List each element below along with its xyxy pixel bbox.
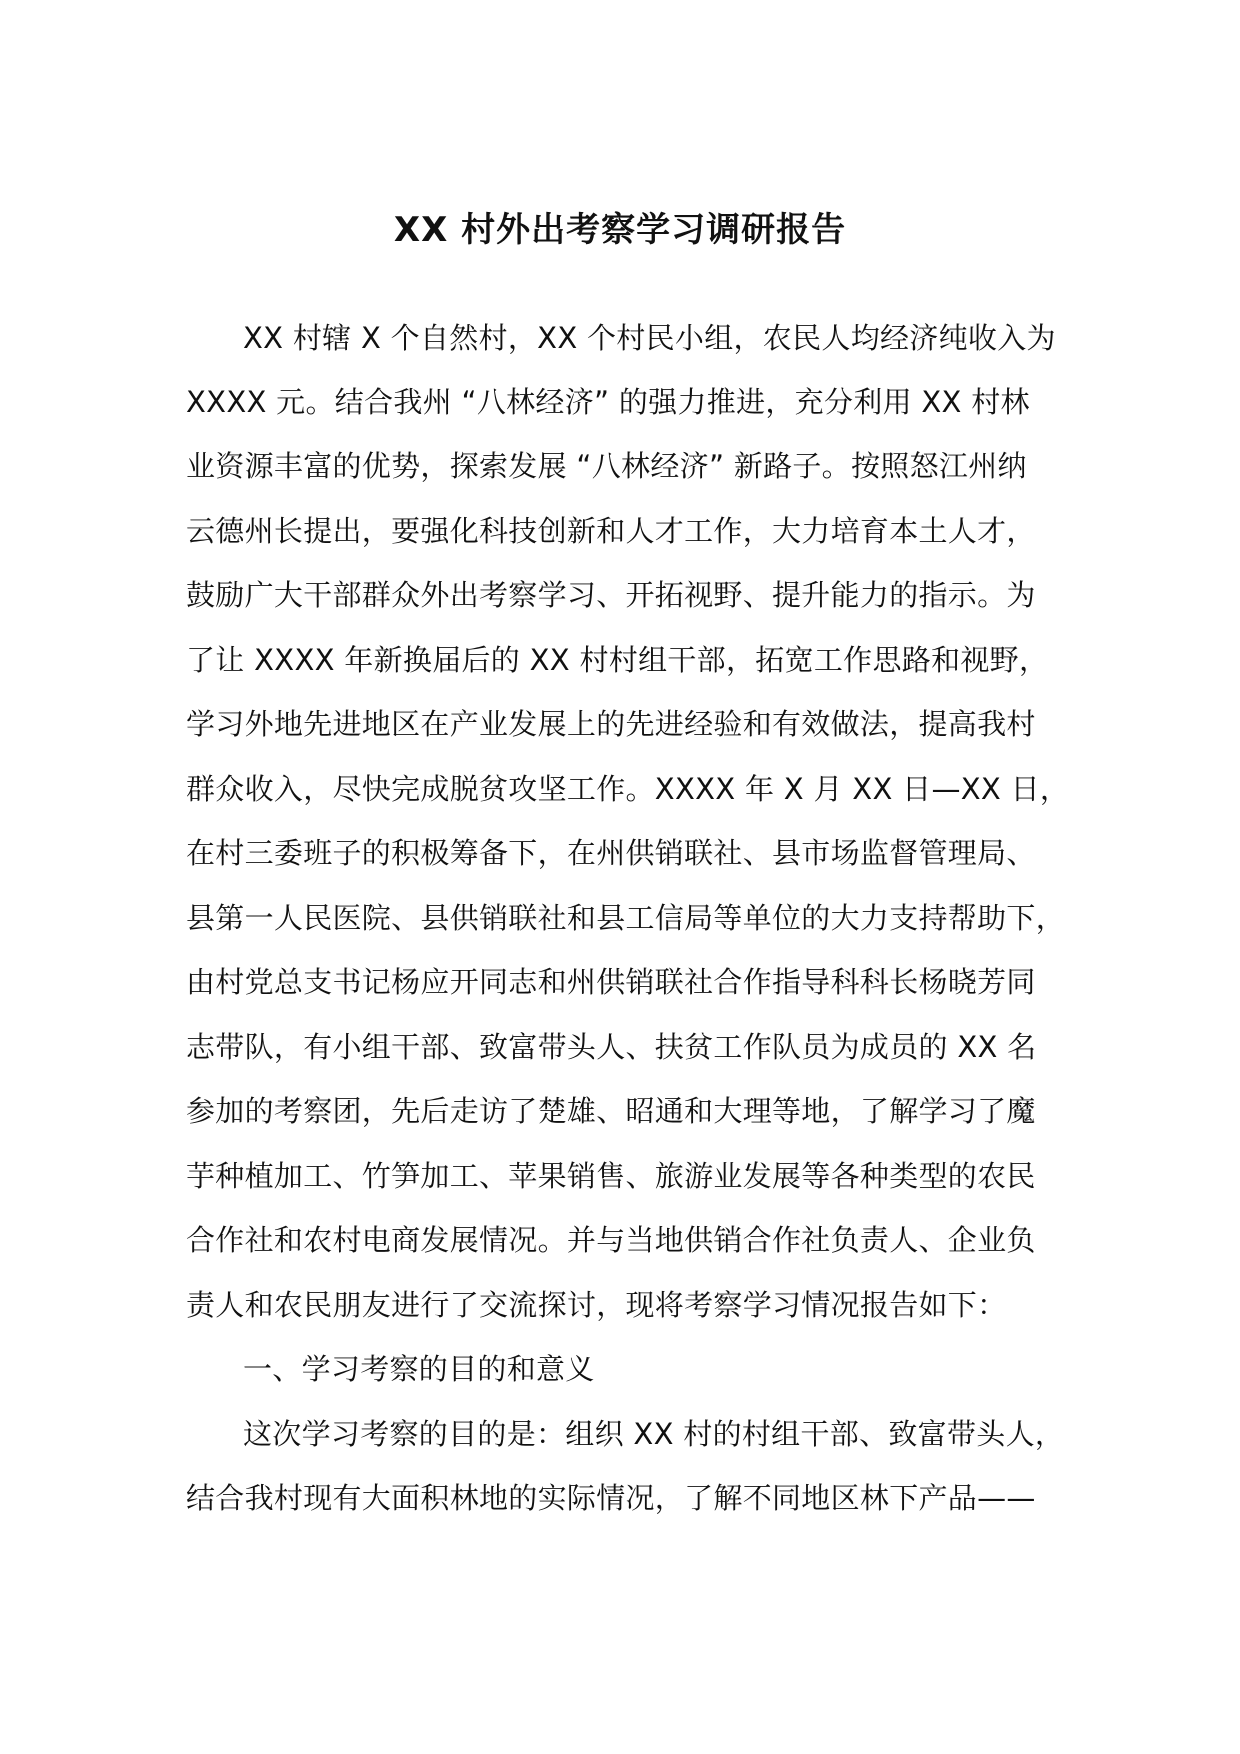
body-line: 群众收入，尽快完成脱贫攻坚工作。XXXX 年 X 月 XX 日—XX 日， xyxy=(186,772,1070,806)
body-line: 云德州长提出，要强化科技创新和人才工作，大力培育本土人才， xyxy=(186,514,1036,548)
body-line: 责人和农民朋友进行了交流探讨，现将考察学习情况报告如下： xyxy=(186,1288,1007,1322)
body-line: 在村三委班子的积极筹备下，在州供销联社、县市场监督管理局、 xyxy=(186,836,1036,870)
body-line: 合作社和农村电商发展情况。并与当地供销合作社负责人、企业负 xyxy=(186,1223,1036,1257)
body-line: 芋种植加工、竹笋加工、苹果销售、旅游业发展等各种类型的农民 xyxy=(186,1159,1036,1193)
document-title: XX 村外出考察学习调研报告 xyxy=(393,210,847,250)
body-line: 参加的考察团，先后走访了楚雄、昭通和大理等地，了解学习了魔 xyxy=(186,1094,1036,1128)
body-line: 志带队，有小组干部、致富带头人、扶贫工作队员为成员的 XX 名 xyxy=(186,1030,1037,1064)
body-line: XXXX 元。结合我州 “八林经济” 的强力推进，充分利用 XX 村林 xyxy=(186,385,1030,419)
body-line: 由村党总支书记杨应开同志和州供销联社合作指导科科长杨晓芳同 xyxy=(186,965,1036,999)
body-line: 这次学习考察的目的是：组织 XX 村的村组干部、致富带头人， xyxy=(243,1417,1065,1451)
body-line: 县第一人民医院、县供销联社和县工信局等单位的大力支持帮助下， xyxy=(186,901,1066,935)
body-line: 业资源丰富的优势，探索发展 “八林经济” 新路子。按照怒江州纳 xyxy=(186,449,1027,483)
body-line: 结合我村现有大面积林地的实际情况，了解不同地区林下产品—— xyxy=(186,1481,1036,1515)
body-line: 了让 XXXX 年新换届后的 XX 村村组干部，拓宽工作思路和视野， xyxy=(186,643,1049,677)
section-heading: 一、学习考察的目的和意义 xyxy=(243,1352,595,1386)
body-line: 鼓励广大干部群众外出考察学习、开拓视野、提升能力的指示。为 xyxy=(186,578,1036,612)
body-line: XX 村辖 X 个自然村，XX 个村民小组，农民人均经济纯收入为 xyxy=(243,321,1056,355)
body-line: 学习外地先进地区在产业发展上的先进经验和有效做法，提高我村 xyxy=(186,707,1036,741)
